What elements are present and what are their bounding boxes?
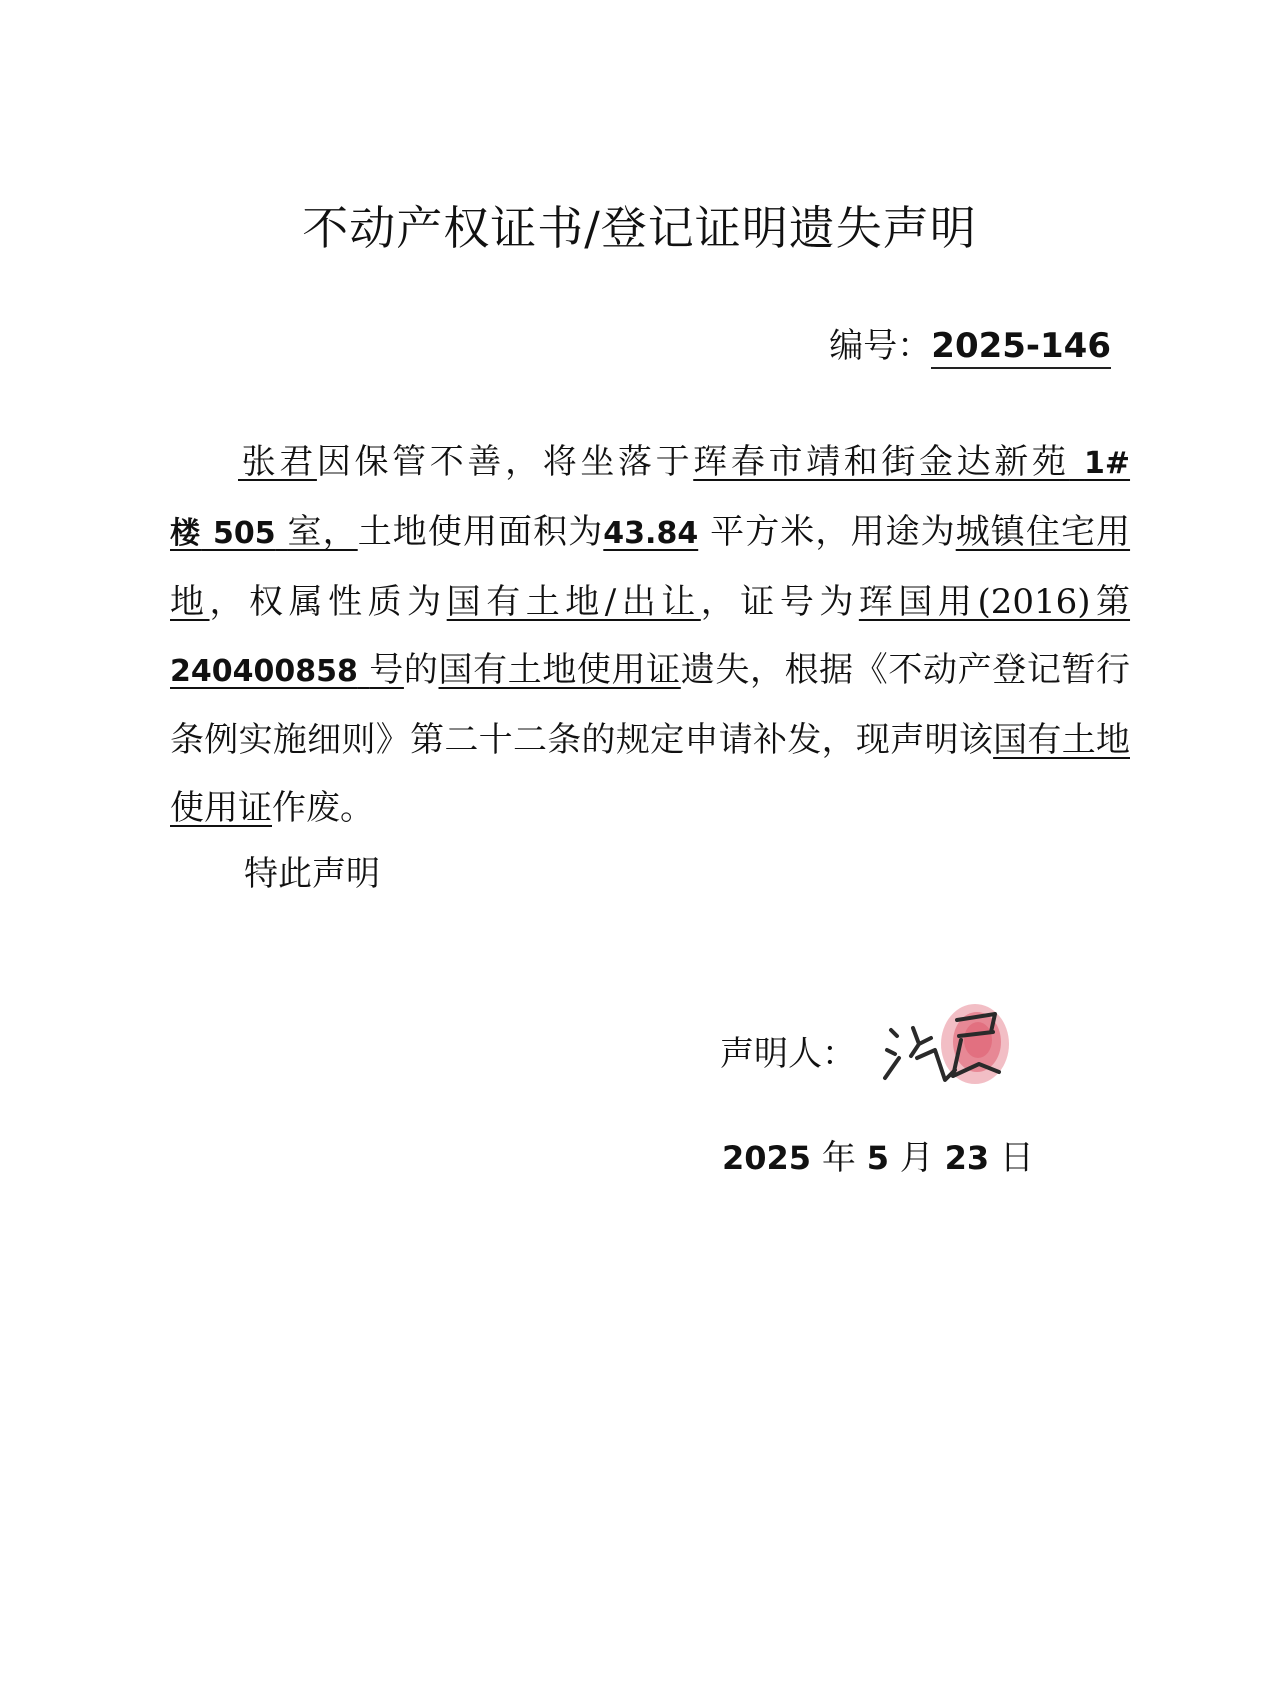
building-number: 1#楼: [170, 446, 1131, 551]
body-text-7: 遗失，根据《不动产登记暂行条例实施细则》第二十二条的规定申请补发，现声明该: [170, 650, 1131, 760]
ownership-nature: 国有土地/出让: [446, 582, 701, 622]
void-document-name: 国有土地使用证: [170, 720, 1130, 828]
date-day-unit: 日: [999, 1138, 1034, 1178]
certificate-serial: 240400858: [170, 654, 358, 689]
document-number-value: 2025-146: [931, 326, 1111, 369]
body-text-2: 土地使用面积为: [357, 512, 604, 552]
signature-with-fingerprint: [873, 992, 1023, 1102]
body-text-3: 平方米，用途为: [710, 512, 956, 552]
closing-statement: 特此声明: [244, 854, 380, 894]
date-year: 2025: [722, 1139, 812, 1177]
document-number: [829, 318, 1111, 367]
room-number: 505: [213, 516, 276, 551]
owner-name: 张君: [238, 442, 317, 482]
declarant-line: [720, 1026, 856, 1075]
certificate-suffix: 号: [369, 650, 404, 690]
declaration-body: [170, 428, 1130, 842]
body-text-6: 的: [403, 650, 439, 690]
body-text-1: 因保管不善，将坐落于: [316, 442, 694, 482]
room-suffix: 室，: [287, 512, 358, 552]
body-text-5: ，证号为: [700, 582, 859, 622]
document-number-label: 编号：: [829, 326, 932, 366]
land-usage: 城镇住宅用地: [170, 512, 1131, 622]
declarant-label: 声明人：: [720, 1034, 856, 1074]
body-text-4: ，权属性质为: [209, 582, 447, 622]
lost-document-name: 国有土地使用证: [438, 650, 681, 690]
date-month: 5: [866, 1139, 889, 1177]
date-day: 23: [944, 1139, 990, 1177]
declaration-date: [722, 1130, 1034, 1179]
land-area: 43.84: [603, 516, 699, 551]
date-month-unit: 月: [899, 1138, 934, 1178]
certificate-prefix: 珲国用(2016)第: [858, 582, 1131, 622]
body-text-8: 作废。: [272, 788, 374, 828]
property-address: 珲春市靖和街金达新苑: [693, 442, 1070, 482]
document-title: 不动产权证书/登记证明遗失声明: [302, 201, 977, 255]
date-year-unit: 年: [821, 1138, 856, 1178]
